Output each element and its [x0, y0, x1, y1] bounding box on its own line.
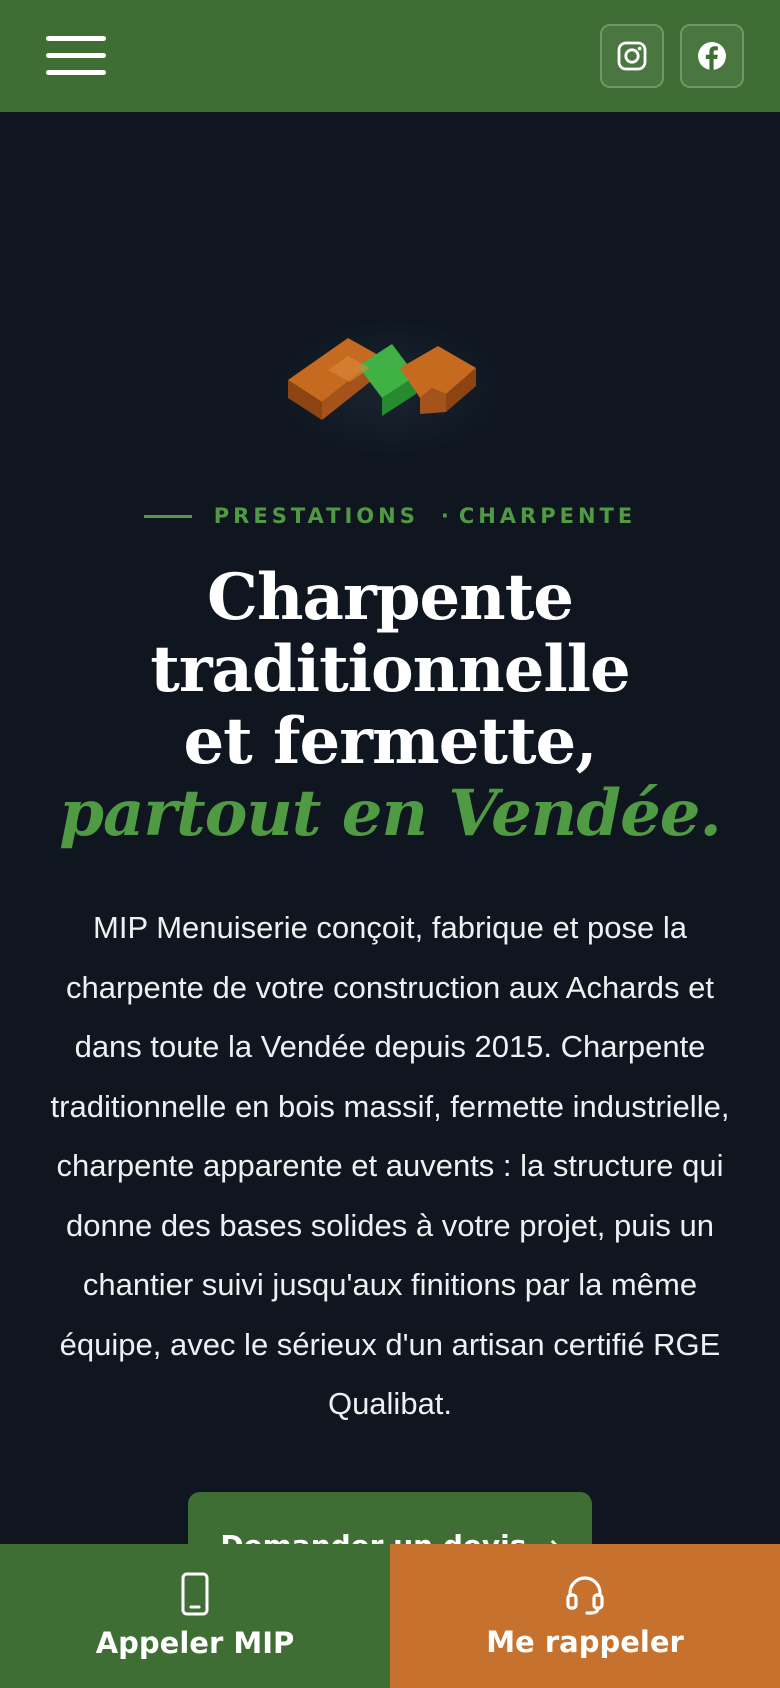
breadcrumb-separator: ·	[440, 504, 449, 528]
bottom-action-bar	[0, 1544, 780, 1688]
call-button-label: Appeler MIP	[95, 1626, 295, 1660]
top-header	[0, 0, 780, 112]
mip-logo	[270, 310, 510, 460]
breadcrumb-page: CHARPENTE	[458, 504, 637, 528]
breadcrumb-section[interactable]: PRESTATIONS	[213, 504, 419, 528]
phone-icon	[180, 1572, 210, 1616]
breadcrumb	[0, 500, 780, 532]
call-button[interactable]	[0, 1544, 390, 1688]
intro-paragraph: MIP Menuiserie conçoit, fabrique et pose la charpente de votre construction aux Achards et dans toute la Vendée depuis 2015. Charpente traditionnelle en bois massif, fermette industrielle, charpente apparente et auvents : la structure qui donne des bases solides à votre projet, puis un chantier suivi jusqu'aux finitions par la même équipe, avec le sérieux d'un artisan certifié RGE Qualibat.	[50, 910, 730, 1421]
eyebrow-rule	[144, 515, 192, 518]
headset-icon	[564, 1573, 606, 1615]
page-title	[0, 562, 780, 850]
callback-button[interactable]	[390, 1544, 780, 1688]
facebook-icon[interactable]	[680, 24, 744, 88]
instagram-icon[interactable]	[600, 24, 664, 88]
title-line-1: Charpente	[207, 560, 573, 635]
title-line-3: et fermette,	[183, 704, 597, 779]
title-accent: partout en Vendée.	[59, 776, 721, 851]
hamburger-menu-icon[interactable]	[46, 34, 108, 78]
callback-button-label: Me rappeler	[486, 1625, 684, 1659]
title-line-2: traditionnelle	[150, 632, 630, 707]
